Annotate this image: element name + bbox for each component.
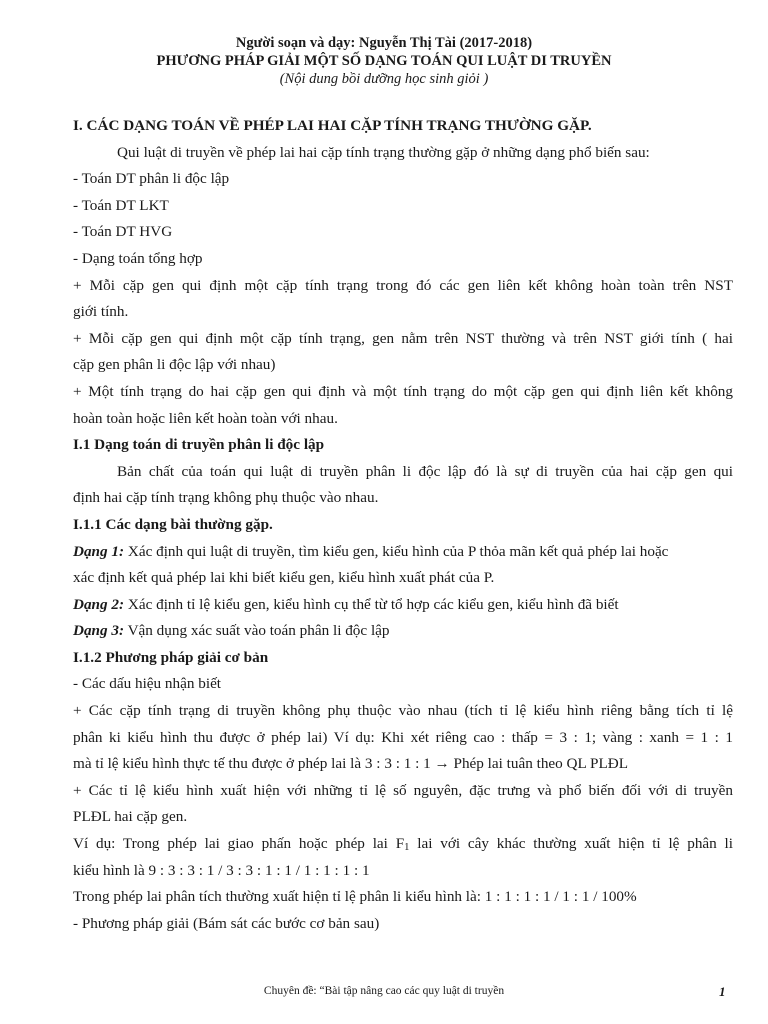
intro-paragraph: Qui luật di truyền về phép lai hai cặp tính trạng thường gặp ở những dạng phổ biến sau: xyxy=(117,143,650,161)
plus-item-2-line-2: cặp gen phân li độc lập với nhau) xyxy=(73,356,276,374)
section-heading-1-1-1: I.1.1 Các dạng bài thường gặp. xyxy=(73,515,273,533)
list-item: - Toán DT LKT xyxy=(73,196,169,214)
document-title: PHƯƠNG PHÁP GIẢI MỘT SỐ DẠNG TOÁN QUI LUẬT DI TRUYỀN xyxy=(156,53,612,69)
list-item: - Dạng toán tổng hợp xyxy=(73,249,203,267)
dang-3-label: Dạng 3: xyxy=(73,622,125,640)
example-line-2: kiểu hình là 9 : 3 : 3 : 1 / 3 : 3 : 1 : 1 / 1 : 1 : 1 : 1 xyxy=(73,861,370,879)
sign-1-line-2: phân ki kiểu hình thu được ở phép lai) Ví dụ: Khi xét riêng cao : thấp = 3 : 1; vàng : xanh = 1 : 1 xyxy=(73,728,733,746)
analysis-line: Trong phép lai phân tích thường xuất hiện tỉ lệ phân li kiểu hình là: 1 : 1 : 1 : 1 / 1 : 1 / 100% xyxy=(73,888,637,906)
page-number: 1 xyxy=(719,984,726,999)
dang-3-text: Vận dụng xác suất vào toán phân li độc lập xyxy=(124,622,390,640)
example-line-1 xyxy=(73,831,733,858)
plus-item-3-line-2: hoàn toàn hoặc liên kết hoàn toàn với nhau. xyxy=(73,409,338,427)
dang-1-text: Xác định qui luật di truyền, tìm kiểu gen, kiểu hình của P thỏa mãn kết quả phép lai hoặc xyxy=(124,542,669,560)
example-subscript: 1 xyxy=(404,842,410,854)
list-item: - Toán DT HVG xyxy=(73,223,173,241)
method-line: - Phương pháp giải (Bám sát các bước cơ bản sau) xyxy=(73,914,380,932)
dang-2-text: Xác định tỉ lệ kiểu gen, kiểu hình cụ thể từ tổ hợp các kiểu gen, kiểu hình đã biết xyxy=(124,595,619,613)
section-1-1-paragraph-line-2: định hai cặp tính trạng không phụ thuộc vào nhau. xyxy=(73,489,379,507)
dang-2-line xyxy=(73,592,733,619)
sign-2-line-2: PLĐL hai cặp gen. xyxy=(73,808,188,826)
section-heading-1: I. CÁC DẠNG TOÁN VỀ PHÉP LAI HAI CẶP TÍNH TRẠNG THƯỜNG GẶP. xyxy=(73,117,592,134)
author-line: Người soạn và dạy: Nguyễn Thị Tài (2017-2018) xyxy=(235,35,533,51)
footer-text: Chuyên đề: “Bài tập nâng cao các quy luật di truyền xyxy=(263,985,505,997)
dang-1-line-2: xác định kết quả phép lai khi biết kiểu gen, kiểu hình xuất phát của P. xyxy=(73,569,495,587)
dang-2-label: Dạng 2: xyxy=(73,595,125,613)
dang-3-line xyxy=(73,618,733,645)
plus-item-1-line-2: giới tính. xyxy=(73,303,129,321)
sign-2-line-1: + Các tỉ lệ kiểu hình xuất hiện với những tỉ lệ số nguyên, đặc trưng và phổ biến đối với di truyền xyxy=(73,781,733,799)
sign-1-line-3: mà tỉ lệ kiểu hình thực tế thu được ở phép lai là 3 : 3 : 1 : 1 → Phép lai tuân theo QL PLĐL xyxy=(73,755,628,773)
document-subtitle: (Nội dung bồi dưỡng học sinh giỏi ) xyxy=(279,71,489,87)
list-item: - Toán DT phân li độc lập xyxy=(73,170,230,188)
section-heading-1-1-2: I.1.2 Phương pháp giải cơ bản xyxy=(73,648,269,666)
signs-line: - Các dấu hiệu nhận biết xyxy=(73,675,222,693)
document-body xyxy=(73,113,733,937)
example-text-a: Ví dụ: Trong phép lai giao phấn hoặc phép lai F xyxy=(73,835,405,853)
sign-1-line-1: + Các cặp tính trạng di truyền không phụ thuộc vào nhau (tích tỉ lệ kiểu hình riêng bằng tích tỉ lệ xyxy=(73,702,733,720)
plus-item-1-line-1: + Mỗi cặp gen qui định một cặp tính trạng trong đó các gen liên kết không hoàn toàn trên NST xyxy=(73,276,733,294)
plus-item-3-line-1: + Một tính trạng do hai cặp gen qui định và một tính trạng do một cặp gen qui định liên kết không xyxy=(73,382,733,400)
section-heading-1-1: I.1 Dạng toán di truyền phân li độc lập xyxy=(73,436,325,454)
dang-1-line-1 xyxy=(73,539,733,566)
plus-item-2-line-1: + Mỗi cặp gen qui định một cặp tính trạng, gen nằm trên NST thường và trên NST giới tính ( hai xyxy=(73,329,733,347)
example-text-b: lai với cây khác thường xuất hiện tỉ lệ phân li xyxy=(409,835,733,853)
section-1-1-paragraph-line-1: Bản chất của toán qui luật di truyền phân li độc lập đó là sự di truyền của hai cặp gen qui xyxy=(117,462,733,480)
dang-1-label: Dạng 1: xyxy=(73,542,125,560)
